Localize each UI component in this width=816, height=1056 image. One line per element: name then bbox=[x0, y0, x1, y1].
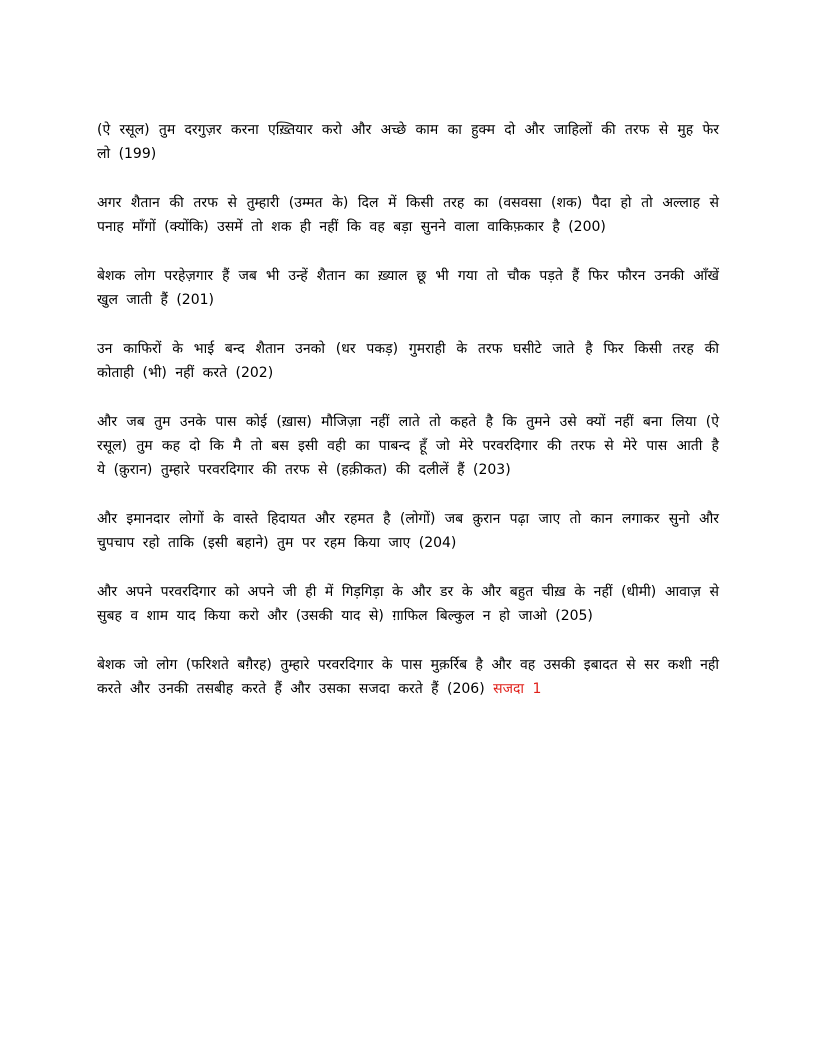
verse-205: और अपने परवरदिगार को अपने जी ही में गिड़गिड़ा के और डर के और बहुत चीख़ के नहीं (धीमी) आवाज़ से सुबह व शाम याद किया करो और (उसकी याद से) ग़ाफिल बिल्कुल न हो जाओ (205) bbox=[97, 584, 719, 624]
document-body bbox=[97, 118, 719, 726]
sajda-marker: सजदा 1 bbox=[493, 681, 542, 697]
verse-199: (ऐ रसूल) तुम दरगुज़र करना एख़्तियार करो और अच्छे काम का हुक्म दो और जाहिलों की तरफ से मुह फेर लो (199) bbox=[97, 122, 719, 162]
verse-206 bbox=[97, 653, 719, 701]
verse-206-text: बेशक जो लोग (फरिशते बग़ैरह) तुम्हारे परवरदिगार के पास मुक़र्रिब है और वह उसकी इबादत से सर कशी नही करते और उनकी तसबीह करते हैं और उसका सजदा करते हैं (206) bbox=[97, 657, 719, 697]
verse-203: और जब तुम उनके पास कोई (ख़ास) मौजिज़ा नहीं लाते तो कहते है कि तुमने उसे क्यों नहीं बना लिया (ऐ रसूल) तुम कह दो कि मै तो बस इसी वही का पाबन्द हूँ जो मेरे परवरदिगार की तरफ से मेरे पास आती है ये (क़ुरान) तुम्हारे परवरदिगार की तरफ से (हक़ीकत) की दलीलें हैं (203) bbox=[97, 414, 719, 478]
verse-201: बेशक लोग परहेज़गार हैं जब भी उन्हें शैतान का ख़्याल छू भी गया तो चौक पड़ते हैं फिर फौरन उनकी आँखें खुल जाती हैं (201) bbox=[97, 268, 719, 308]
verse-202: उन काफिरों के भाई बन्द शैतान उनको (धर पकड़) गुमराही के तरफ घसीटे जाते है फिर किसी तरह की कोताही (भी) नहीं करते (202) bbox=[97, 341, 719, 381]
verse-200: अगर शैतान की तरफ से तुम्हारी (उम्मत के) दिल में किसी तरह का (वसवसा (शक) पैदा हो तो अल्लाह से पनाह माँगों (क्योंकि) उसमें तो शक ही नहीं कि वह बड़ा सुनने वाला वाकिफ़कार है (200) bbox=[97, 195, 719, 235]
verse-204: और इमानदार लोगों के वास्ते हिदायत और रहमत है (लोगों) जब क़ुरान पढ़ा जाए तो कान लगाकर सुनो और चुपचाप रहो ताकि (इसी बहाने) तुम पर रहम किया जाए (204) bbox=[97, 511, 719, 551]
